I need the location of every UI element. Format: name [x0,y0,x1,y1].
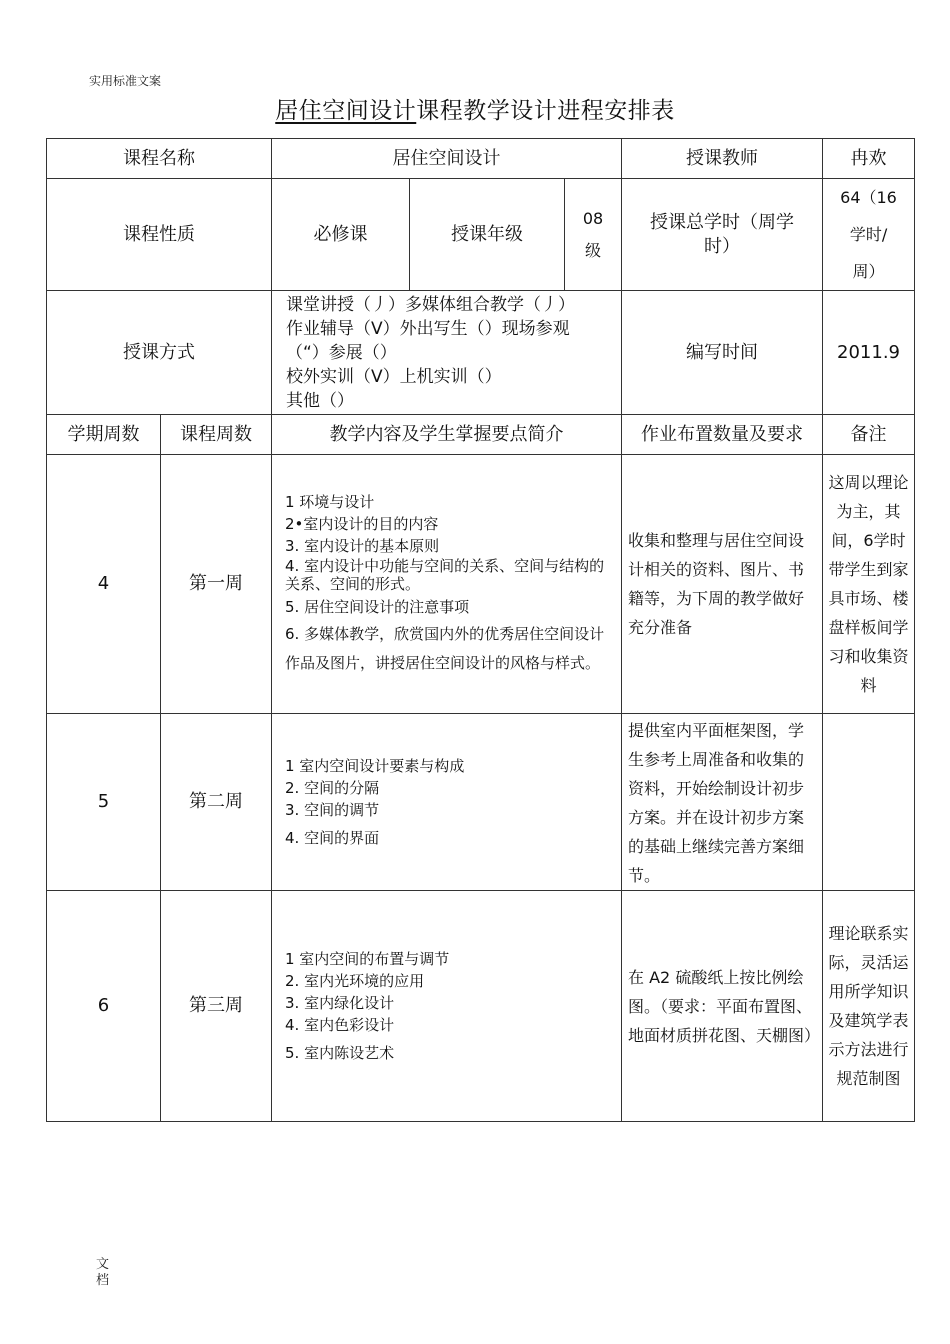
course-nature-row [47,179,915,291]
header-note: 实用标准文案 [89,74,162,88]
col-header-course-week: 课程周数 [161,415,272,455]
teaching-mode-row [47,291,915,415]
title-rest: 课程教学设计进程安排表 [416,98,675,124]
course-name-row [47,139,915,179]
course-week: 第一周 [161,455,272,714]
mode-line: 作业辅导（V）外出写生（）现场参观 [286,318,570,339]
content-item: 2. 室内光环境的应用 [285,972,425,990]
homework-cell: 在 A2 硫酸纸上按比例绘图。（要求：平面布置图、地面材质拼花图、天棚图） [622,891,823,1122]
mode-line: 其他（） [286,390,354,411]
nature-value: 必修课 [272,179,410,291]
col-header-remark: 备注 [823,415,915,455]
col-header-homework: 作业布置数量及要求 [622,415,823,455]
table-row [47,891,915,1122]
content-cell [272,714,622,891]
teacher-label: 授课教师 [622,139,823,179]
hours-line-2: 学时/ [849,225,888,244]
content-item: 3. 空间的调节 [285,801,380,819]
grade-value [565,179,622,291]
grade-line-2: 级 [585,240,602,260]
remark-cell: 理论联系实际，灵活运用所学知识及建筑学表示方法进行规范制图 [823,891,915,1122]
content-item: 6. 多媒体教学，欣赏国内外的优秀居住空间设计作品及图片，讲授居住空间设计的风格与样式。 [285,624,605,672]
content-item: 3. 室内绿化设计 [285,994,395,1012]
document-title [0,92,950,125]
mode-value [272,291,622,415]
content-item: 4. 室内色彩设计 [285,1016,395,1034]
hours-label-text: 授课总学时（周学时） [650,212,795,257]
content-item: 2•室内设计的目的内容 [285,514,439,533]
homework-cell: 收集和整理与居住空间设计相关的资料、图片、书籍等，为下周的教学做好充分准备 [622,455,823,714]
content-item: 5. 室内陈设艺术 [285,1044,395,1062]
course-week: 第二周 [161,714,272,891]
remark-cell [823,714,915,891]
column-header-row [47,415,915,455]
content-item: 4. 室内设计中功能与空间的关系、空间与结构的关系、空间的形式。 [285,556,605,593]
table-row [47,455,915,714]
content-item: 2. 空间的分隔 [285,779,380,797]
title-course-name: 居住空间设计 [275,98,417,124]
homework-cell: 提供室内平面框架图，学生参考上周准备和收集的资料，开始绘制设计初步方案。并在设计初步方案的基础上继续完善方案细节。 [622,714,823,891]
content-item: 1 室内空间设计要素与构成 [285,757,465,775]
hours-value [823,179,915,291]
course-name-value: 居住空间设计 [272,139,622,179]
date-value: 2011.9 [823,291,915,415]
col-header-content: 教学内容及学生掌握要点简介 [272,415,622,455]
grade-line-1: 08 [582,208,604,228]
mode-line: 校外实训（V）上机实训（） [286,366,502,387]
remark-cell: 这周以理论为主，其间，6学时带学生到家具市场、楼盘样板间学习和收集资料 [823,455,915,714]
content-item: 3. 室内设计的基本原则 [285,536,440,555]
mode-line: （“）参展（） [286,342,397,363]
mode-label: 授课方式 [47,291,272,415]
teacher-value: 冉欢 [823,139,915,179]
content-item: 1 室内空间的布置与调节 [285,950,450,968]
content-item: 4. 空间的界面 [285,829,380,847]
schedule-table [46,138,915,1122]
content-cell [272,891,622,1122]
hours-label [622,179,823,291]
term-week: 4 [47,455,161,714]
col-header-term-week: 学期周数 [47,415,161,455]
content-item: 5. 居住空间设计的注意事项 [285,597,470,616]
table-row [47,714,915,891]
grade-label: 授课年级 [410,179,565,291]
content-cell [272,455,622,714]
content-item: 1 环境与设计 [285,492,375,511]
term-week: 6 [47,891,161,1122]
mode-line: 课堂讲授（丿）多媒体组合教学（丿） [286,294,575,315]
date-label: 编写时间 [622,291,823,415]
hours-line-1: 64（16 [840,188,897,207]
hours-line-3: 周） [852,262,885,281]
term-week: 5 [47,714,161,891]
nature-label: 课程性质 [47,179,272,291]
footer-note: 文档 [96,1257,110,1288]
course-name-label: 课程名称 [47,139,272,179]
course-week: 第三周 [161,891,272,1122]
